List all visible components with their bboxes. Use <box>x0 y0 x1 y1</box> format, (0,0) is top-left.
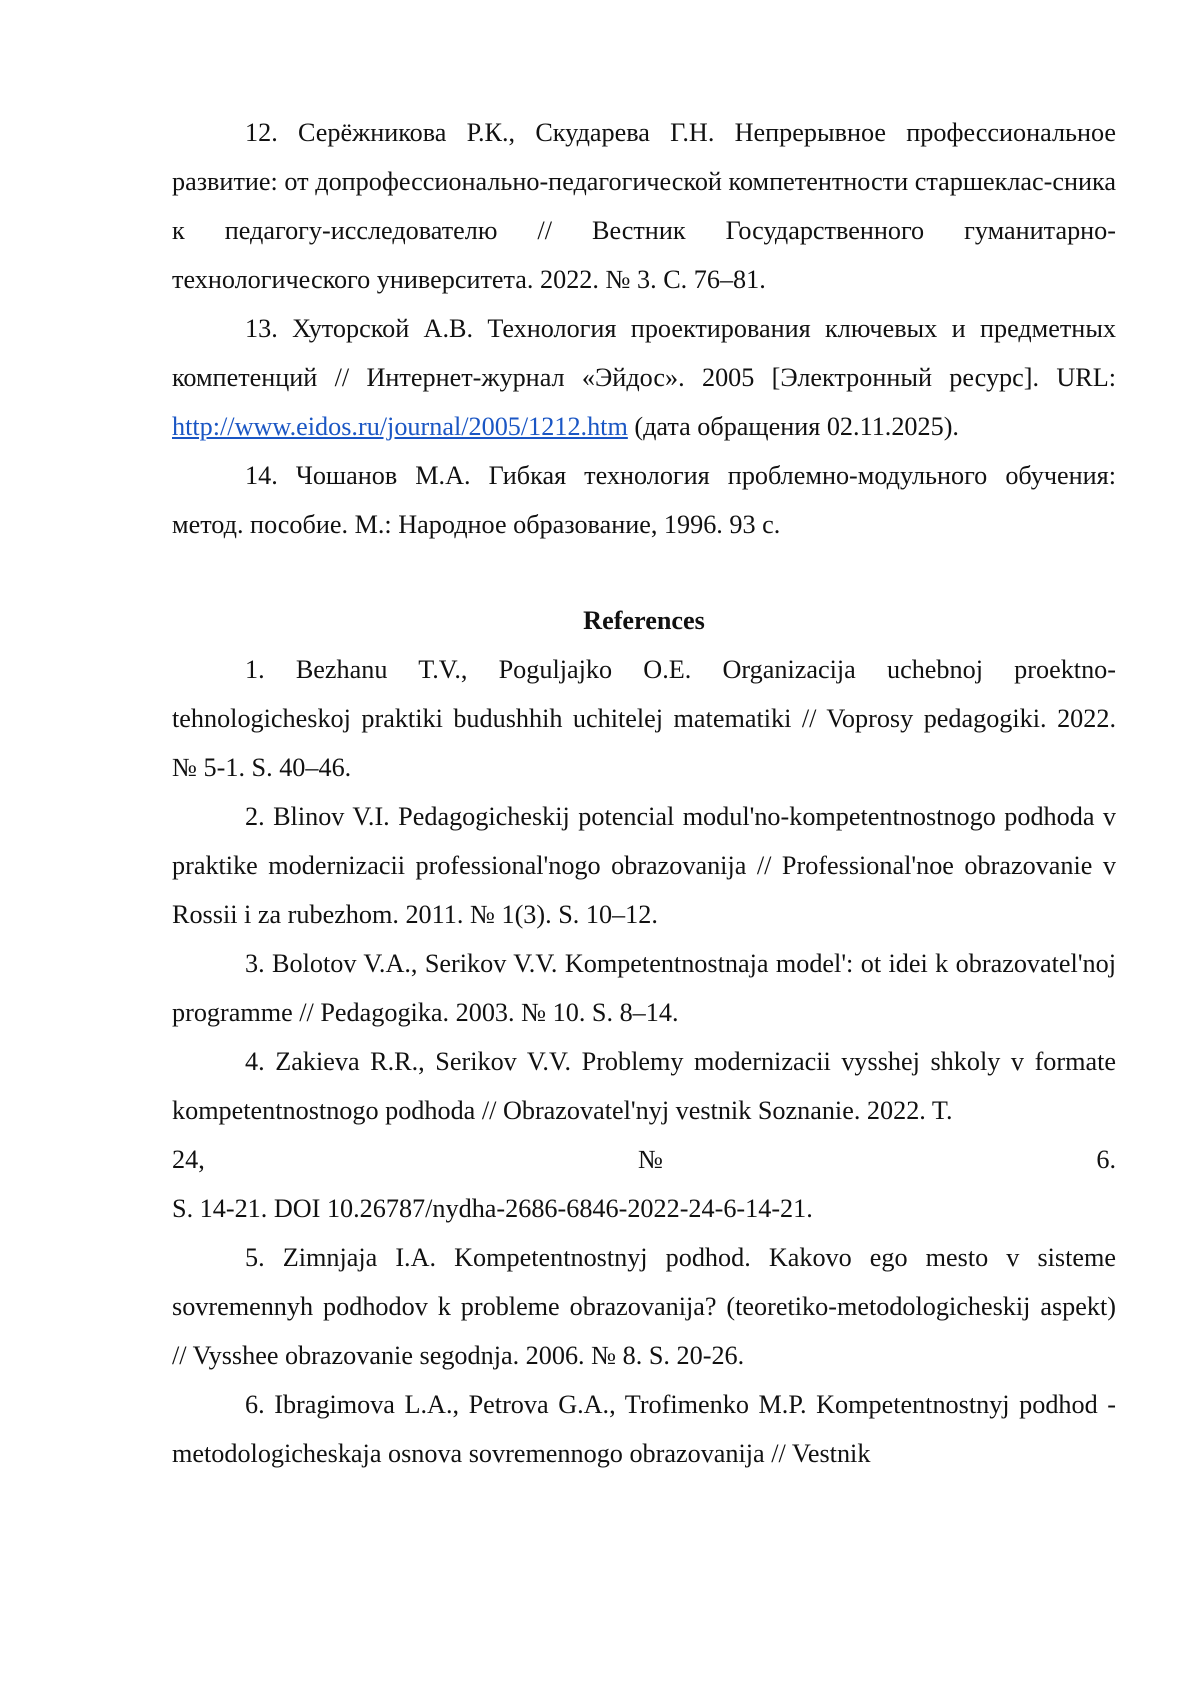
volume-text: 24, <box>172 1145 205 1174</box>
reference-number: 14. <box>245 461 278 490</box>
reference-text: Хуторской А.В. Технология проектирования ключевых и предметных компетенций // Интернет-журнал «Эйдос». 2005 [Электронный ресурс]. URL: <box>172 314 1117 392</box>
reference-number: 1. <box>245 655 265 684</box>
reference-text: Чошанов М.А. Гибкая технология проблемно-модульного обучения: метод. пособие. М.: Народное образование, 1996. 93 с. <box>172 461 1116 539</box>
reference-item-en-4 <box>172 1037 1116 1233</box>
reference-number: 13. <box>245 314 278 343</box>
reference-item-ru-14 <box>172 451 1116 549</box>
reference-number: 6. <box>245 1390 265 1419</box>
reference-text: Серёжникова Р.К., Скударева Г.Н. Непрерывное профессиональное развитие: от допрофессионально-педагогической компетентности старшеклас-сника к педагогу-исследователю // Вестник Государственного гуманитарно-технологического университета. 2022. № 3. С. 76–81. <box>172 118 1117 294</box>
reference-item-en-2 <box>172 792 1116 939</box>
reference-item-en-4-tail <box>172 1184 1116 1233</box>
reference-number: 2. <box>245 802 265 831</box>
reference-number: 4. <box>245 1047 265 1076</box>
reference-number: 3. <box>245 949 265 978</box>
section-spacer <box>172 549 1116 596</box>
reference-item-en-5 <box>172 1233 1116 1380</box>
reference-text-tail: S. 14-21. DOI 10.26787/nydha-2686-6846-2022-24-6-14-21. <box>172 1194 813 1223</box>
reference-item-en-3 <box>172 939 1116 1037</box>
reference-text: Bolotov V.A., Serikov V.V. Kompetentnostnaja model': ot idei k obrazovatel'noj programme // Pedagogika. 2003. № 10. S. 8–14. <box>172 949 1116 1027</box>
reference-item-en-6 <box>172 1380 1116 1478</box>
reference-text: Zimnjaja I.A. Kompetentnostnyj podhod. Kakovo ego mesto v sisteme sovremennyh podhodov k probleme obrazovanija? (teoretiko-metodologicheskij aspekt) // Vysshee obrazovanie segodnja. 2006. № 8. S. 20-26. <box>172 1243 1117 1370</box>
reference-item-en-1 <box>172 645 1116 792</box>
reference-url-link[interactable]: http://www.eidos.ru/journal/2005/1212.htm <box>172 412 628 441</box>
reference-item-en-4-main <box>172 1037 1116 1135</box>
references-heading: References <box>583 606 705 635</box>
reference-text: Zakieva R.R., Serikov V.V. Problemy modernizacii vysshej shkoly v formate kompetentnostnogo podhoda // Obrazovatel'nyj vestnik Soznanie. 2022. T. <box>172 1047 1117 1125</box>
document-page <box>172 108 1116 1478</box>
issue-text: 6. <box>1096 1145 1116 1174</box>
reference-number: 5. <box>245 1243 265 1272</box>
reference-text: Blinov V.I. Pedagogicheskij potencial modul'no-kompetentnostnogo podhoda v praktike modernizacii professional'nogo obrazovanija // Professional'noe obrazovanie v Rossii i za rubezhom. 2011. № 1(3). S. 10–12. <box>172 802 1116 929</box>
reference-item-en-4-spread-line <box>172 1135 1116 1184</box>
reference-item-ru-13 <box>172 304 1116 451</box>
number-sign-text: № <box>638 1145 664 1174</box>
reference-text-after: (дата обращения 02.11.2025). <box>627 412 959 441</box>
reference-text: Bezhanu T.V., Poguljajko O.E. Organizacija uchebnoj proektno-tehnologicheskoj praktiki budushhih uchitelej matematiki // Voprosy pedagogiki. 2022. № 5-1. S. 40–46. <box>172 655 1116 782</box>
reference-item-ru-12 <box>172 108 1116 304</box>
reference-number: 12. <box>245 118 278 147</box>
reference-text: Ibragimova L.A., Petrova G.A., Trofimenko M.P. Kompetentnostnyj podhod - metodologicheskaja osnova sovremennogo obrazovanija // Vestnik <box>172 1390 1117 1468</box>
